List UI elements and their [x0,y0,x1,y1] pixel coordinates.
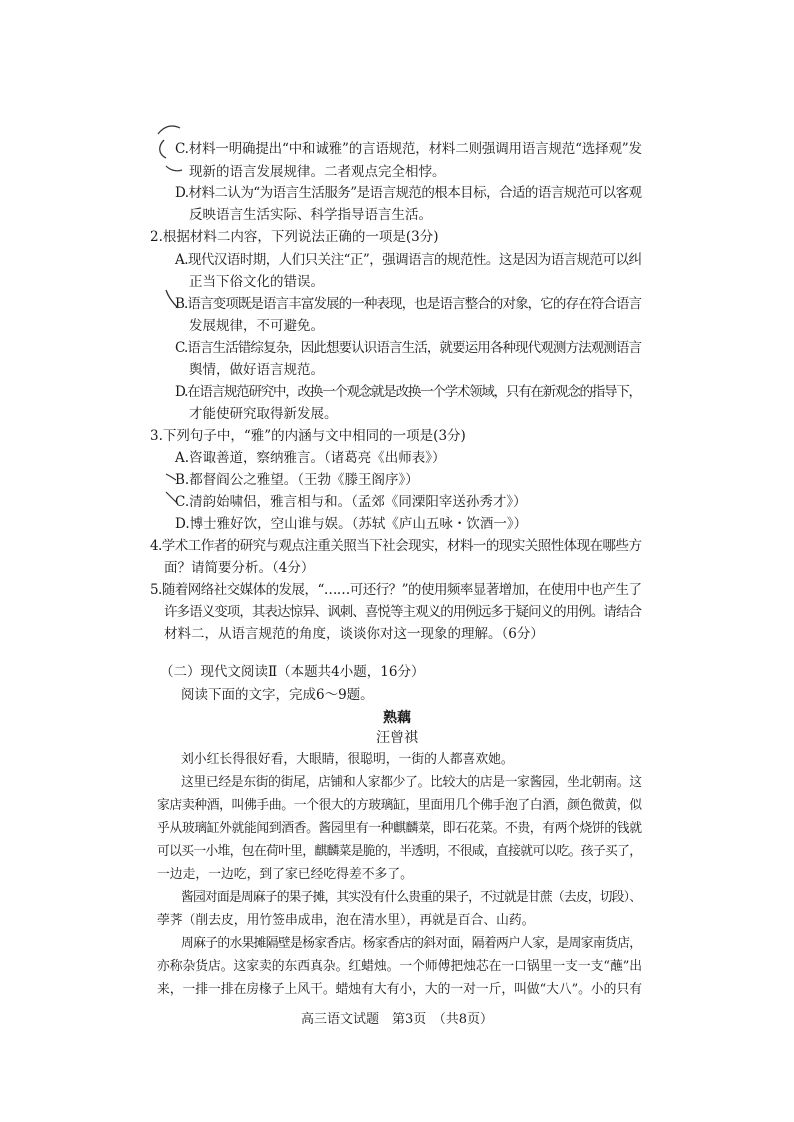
story-paragraph-2-line2: 家店卖种酒，叫佛手曲。一个很大的方玻璃缸，里面用几个佛手泡了白酒，颜色微黄，似 [157,798,642,813]
q1-option-d-line1: D.材料二认为“为语言生活服务”是语言规范的根本目标，合适的语言规范可以客观 [175,185,642,201]
pen-mark-q1 [150,118,190,188]
q2-option-a-line2: 正当下俗文化的错误。 [189,274,324,290]
story-paragraph-3-line2: 荸荠（削去皮，用竹签串成串，泡在清水里），再就是百合、山药。 [157,913,535,928]
q3-option-c: C.清韵始啸侣，雅言相与和。（孟郊《同溧阳宰送孙秀才》） [175,494,527,510]
story-paragraph-4-line2: 亦称杂货店。这家卖的东西真杂。红蜡烛。一个师傅把烛芯在一口锅里一支一支“蘸”出 [157,959,642,974]
page-footer: 高三语文试题 第3页 （共8页） [300,1012,494,1027]
q2-option-b-line1: B.语言变项既是语言丰富发展的一种表现，也是语言整合的对象，它的存在符合语言 [175,296,642,312]
story-paragraph-4-line3: 来，一排一排在房椽子上风干。蜡烛有大有小，大的一对一斤，叫做“大八”。小的只有 [157,982,642,997]
story-paragraph-2-line4: 可以买一小堆，包在荷叶里，麒麟菜是脆的，半透明，不很咸，直接就可以吃。孩子买了， [157,844,642,859]
q5-line1: 5.随着网络社交媒体的发展，“……可还行？”的使用频率显著增加，在使用中也产生了 [150,582,642,598]
story-paragraph-2-line5: 一边走，一边吃，到了家已经吃得差不多了。 [157,867,413,882]
q3-option-b: B.都督阎公之雅望。（王勃《滕王阁序》） [175,472,419,488]
q2-option-c-line1: C.语言生活错综复杂，因此想要认识语言生活，就要运用各种现代观测方法观测语言 [175,340,642,356]
q1-option-c-line2: 现新的语言发展规律。二者观点完全相悖。 [189,164,446,180]
story-paragraph-4-line1: 周麻子的水果摊隔壁是杨家香店。杨家香店的斜对面，隔着两户人家，是周家南货店， [181,936,642,951]
story-title: 熟藕 [383,710,411,726]
story-paragraph-3-line1: 酱园对面是周麻子的果子摊，其实没有什么贵重的果子，不过就是甘蔗（去皮，切段）、 [181,890,642,905]
q3-option-d: D.博士雅好饮，空山谁与娱。（苏轼《庐山五咏・饮酒一》） [175,516,528,532]
story-paragraph-2-line1: 这里已经是东街的街尾，店铺和人家都少了。比较大的店是一家酱园，坐北朝南。这 [181,775,642,790]
q5-line2: 许多语义变项，其表达惊异、讽刺、喜悦等主观义的用例远多于疑问义的用例。请结合 [164,604,642,620]
q2-option-d-line1: D.在语言规范研究中，改换一个观念就是改换一个学术领域，只有在新观念的指导下， [175,384,641,400]
story-paragraph-2-line3: 乎从玻璃缸外就能闻到酒香。酱园里有一种麒麟菜，即石花菜。不贵，有两个烧饼的钱就 [157,821,642,836]
pen-mark-q2 [158,284,186,314]
section2-heading: （二）现代文阅读Ⅱ（本题共4小题，16分） [160,664,425,680]
q3-option-a: A.咨诹善道，察纳雅言。（诸葛亮《出师表》） [175,450,446,466]
section2-instruction: 阅读下面的文字，完成6～9题。 [181,687,374,703]
story-author: 汪曾祺 [376,730,418,746]
q2-option-b-line2: 发展规律，不可避免。 [189,318,324,334]
q4-line2: 面？请简要分析。（4分） [164,560,315,576]
q2-option-a-line1: A.现代汉语时期，人们只关注“正”，强调语言的规范性。这是因为语言规范可以纠 [175,252,642,268]
story-paragraph-1: 刘小红长得很好看，大眼睛，很聪明，一街的人都喜欢她。 [181,752,514,767]
pen-mark-q3 [158,462,186,508]
q2-stem: 2.根据材料二内容，下列说法正确的一项是(3分) [150,229,439,245]
q4-line1: 4.学术工作者的研究与观点注重关照当下社会现实，材料一的现实关照性体现在哪些方 [150,538,642,554]
q2-option-d-line2: 才能使研究取得新发展。 [189,406,338,422]
q1-option-d-line2: 反映语言生活实际、科学指导语言生活。 [189,207,432,223]
q3-stem: 3.下列句子中，“雅”的内涵与文中相同的一项是(3分) [150,428,466,444]
q1-option-c-line1: C.材料一明确提出“中和诚雅”的言语规范，材料二则强调用语言规范“选择观”发 [175,141,642,157]
q2-option-c-line2: 舆情，做好语言规范。 [189,362,324,378]
q5-line3: 材料二，从语言规范的角度，谈谈你对这一现象的理解。（6分） [164,626,544,642]
